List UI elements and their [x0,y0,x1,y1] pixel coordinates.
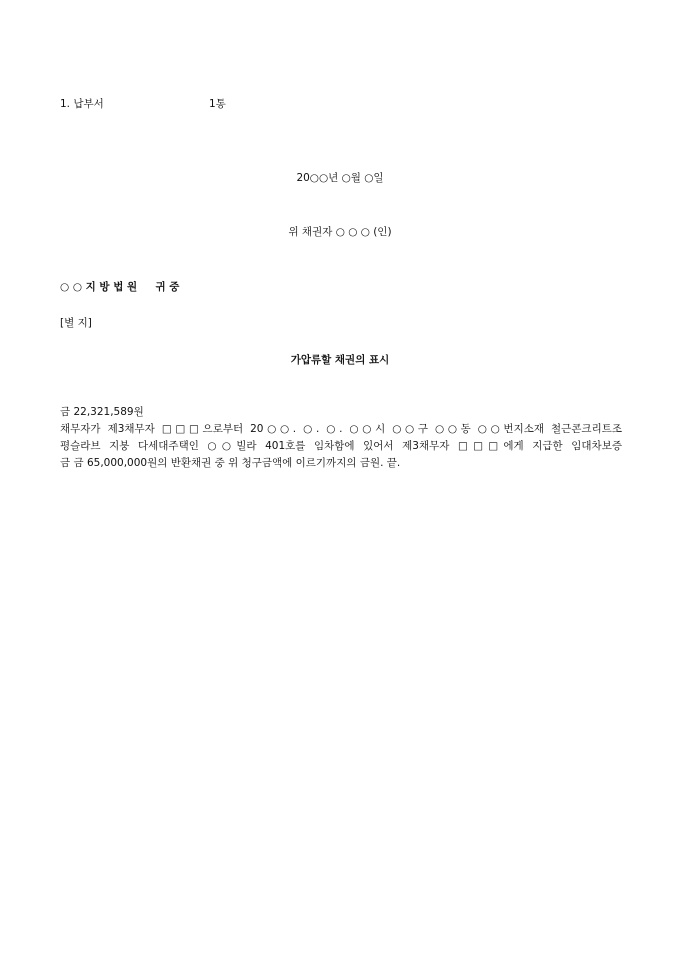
claim-line-2: 평슬라브 지붕 다세대주택인 ○○빌라 401호를 임차함에 있어서 제3채무자 □□□에게 지급한 임대차보증 [60,440,622,452]
claim-line-1: 채무자가 제3채무자 □□□으로부터 20○○. ○. ○. ○○시 ○○구 ○○동 ○○번지소재 철근콘크리트조 [60,423,622,435]
document-date: 20○○년 ○월 ○일 [296,172,384,184]
creditor-signature: 위 채권자 ○ ○ ○ (인) [288,226,392,238]
court-addressee: ○ ○ 지 방 법 원 귀 중 [60,281,180,293]
claim-amount: 금 22,321,589원 [60,406,144,418]
claim-description [60,404,622,472]
attachment-item: 1. 납부서 [60,98,104,110]
attachment-count: 1통 [209,98,226,110]
appendix-label: [별 지] [60,317,92,329]
claim-line-3: 금 금 65,000,000원의 반환채권 중 위 청구금액에 이르기까지의 금원. 끝. [60,457,401,469]
appendix-title: 가압류할 채권의 표시 [290,354,390,366]
